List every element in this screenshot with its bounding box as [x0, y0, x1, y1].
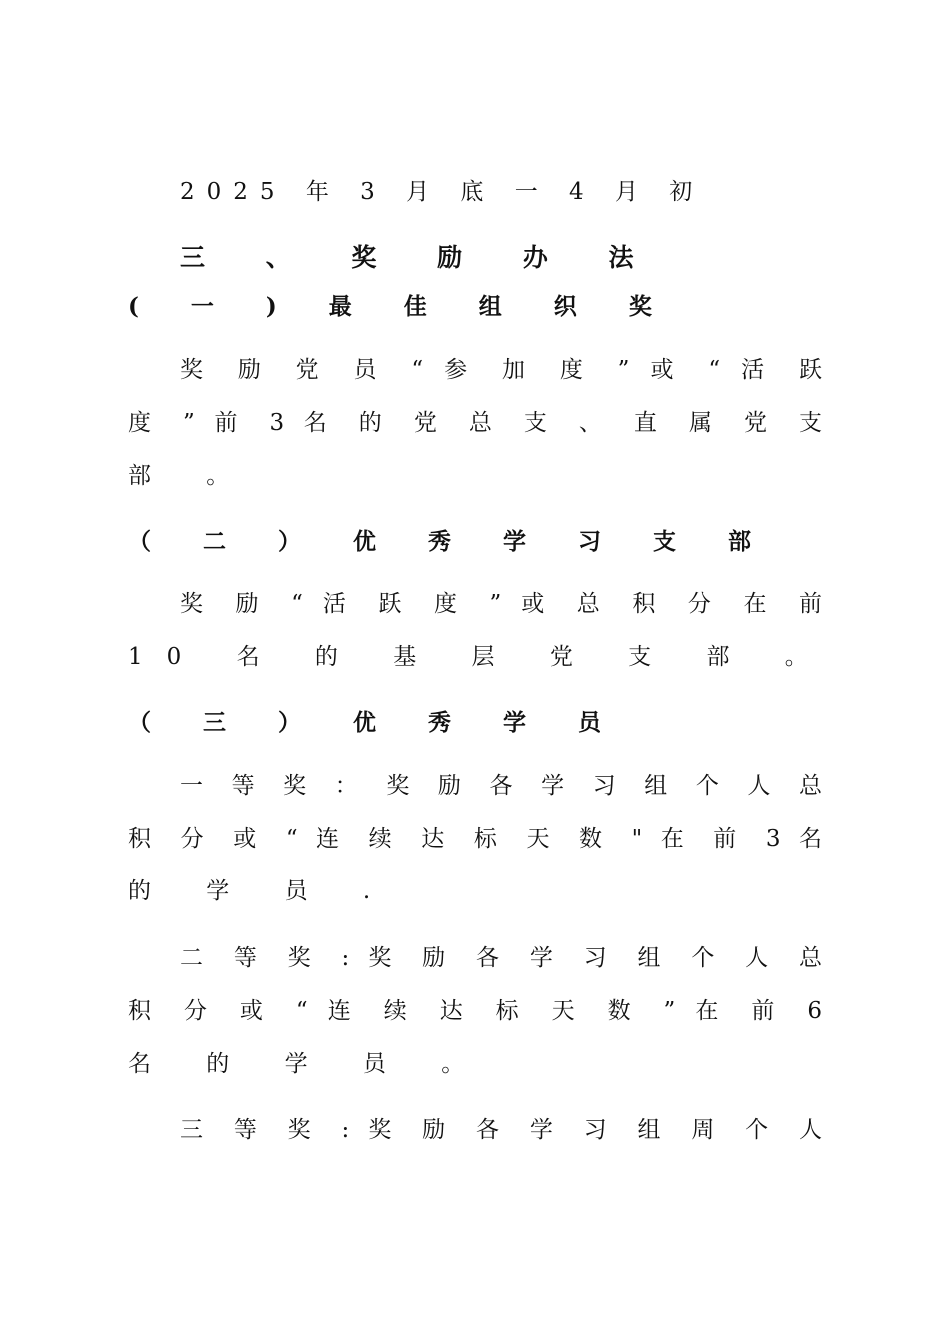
paragraph-line: 名 的 学 员 。 [128, 1051, 489, 1077]
paragraph-line: 三 等 奖 : 奖 励 各 学 习 组 周 个 人 [180, 1117, 822, 1143]
paragraph-line: 部 。 [128, 463, 254, 489]
subsection-heading-1: ( 一 ) 最 佳 组 织 奖 [128, 293, 674, 320]
paragraph-line: 一 等 奖 ： 奖 励 各 学 习 组 个 人 总 [180, 773, 822, 799]
paragraph-line: 积 分 或 “ 连 续 达 标 天 数 ” 在 前 6 [128, 998, 822, 1024]
paragraph-line: 的 学 员 . [128, 878, 395, 904]
subsection-heading-2: （ 二 ） 优 秀 学 习 支 部 [128, 528, 774, 555]
paragraph-line: 奖 励 “ 活 跃 度 ” 或 总 积 分 在 前 [180, 591, 822, 617]
paragraph-line: 二 等 奖 : 奖 励 各 学 习 组 个 人 总 [180, 945, 822, 971]
paragraph-line: 奖 励 党 员 “ 参 加 度 ” 或 “ 活 跃 [180, 357, 822, 383]
paragraph-line: 10 名 的 基 层 党 支 部 。 [128, 644, 832, 670]
paragraph-line: 度 ” 前 3 名 的 党 总 支 、 直 属 党 支 [128, 410, 822, 436]
date-line: 2025 年 3 月 底 一 4 月 初 [180, 179, 705, 205]
paragraph-line: 积 分 或 “ 连 续 达 标 天 数 " 在 前 3 名 [128, 826, 822, 852]
section-title: 三 、 奖 励 办 法 [180, 243, 660, 272]
subsection-heading-3: （ 三 ） 优 秀 学 员 [128, 709, 624, 736]
